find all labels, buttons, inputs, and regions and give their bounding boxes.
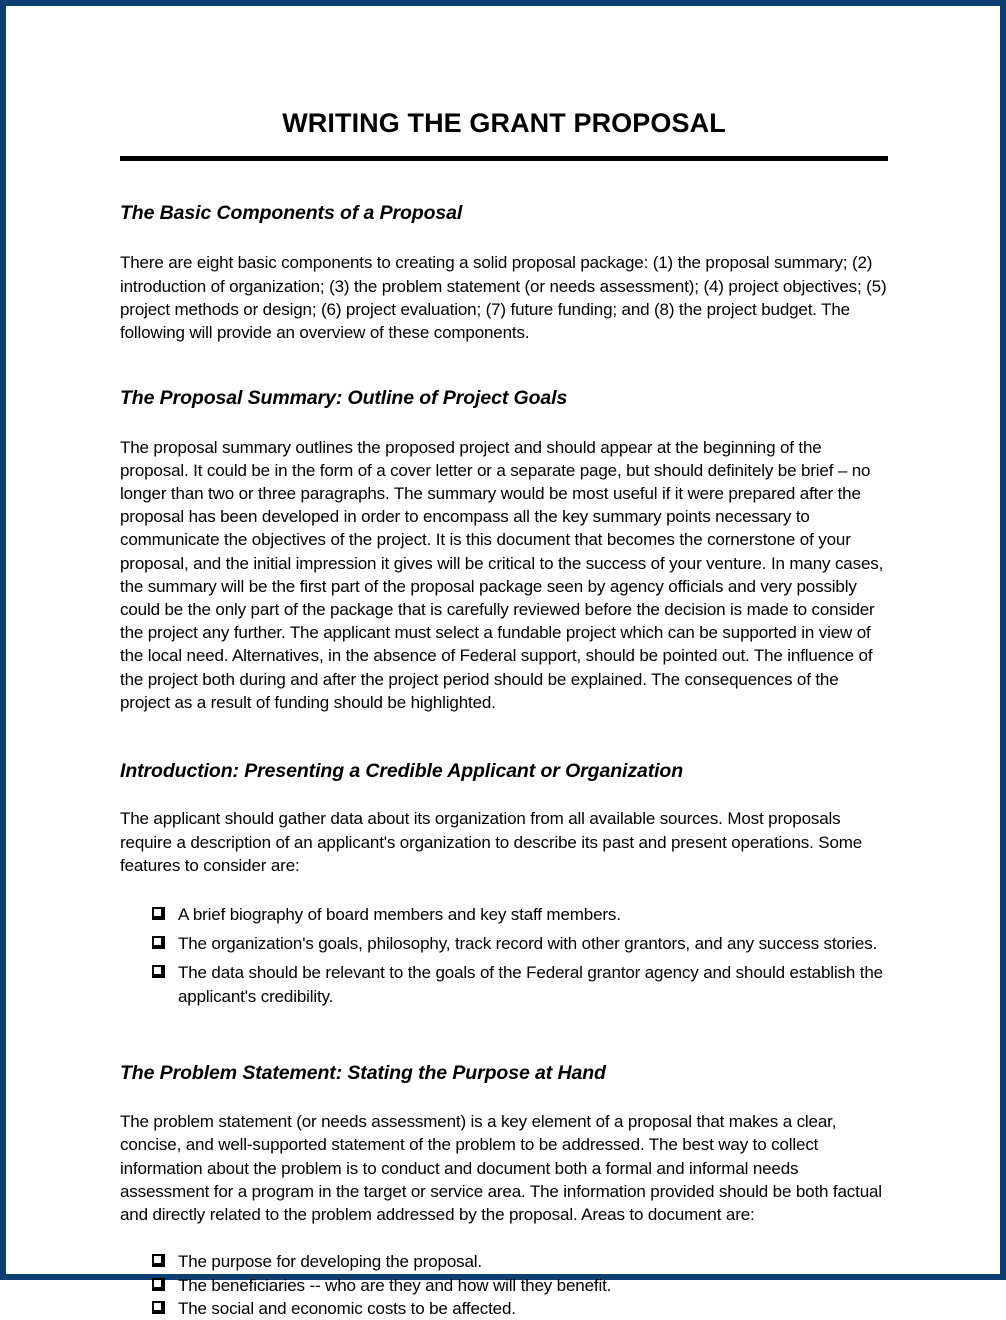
section-paragraph-proposal-summary: The proposal summary outlines the proposed project and should appear at the beginning of the proposal. It could be in the form of a cover letter or a separate page, but should definitely be brief – no longer than two or three paragraphs. The summary would be most useful if it were prepared after the proposal has been developed in order to encompass all the key summary points necessary to communicate the objectives of the project. It is this document that becomes the cornerstone of your proposal, and the initial impression it gives will be critical to the success of your venture. In many cases, the summary will be the first part of the proposal package seen by agency officials and very possibly could be the only part of the package that is carefully reviewed before the decision is made to consider the project any further. The applicant must select a fundable project which can be supported in view of the local need. Alternatives, in the absence of Federal support, should be pointed out. The influence of the project both during and after the project period should be explained. The consequences of the project as a result of funding should be highlighted. — [120, 437, 884, 712]
document-content — [120, 0, 888, 1320]
checkbox-icon — [152, 1278, 165, 1291]
list-item-label: The organization's goals, philosophy, track record with other grantors, and any success stories. — [178, 934, 878, 954]
list-item — [120, 1297, 888, 1320]
checkbox-icon — [152, 1301, 165, 1314]
introduction-checkbox-list — [120, 877, 888, 1008]
checkbox-icon — [152, 965, 165, 978]
checkbox-icon — [152, 907, 165, 920]
list-item — [120, 932, 888, 955]
section-paragraph-introduction: The applicant should gather data about its organization from all available sources. Most proposals require a description of an applicant's organization to describe its past and present operations. Some features to consider are: — [120, 809, 863, 875]
list-item — [120, 903, 888, 926]
list-item — [120, 1274, 888, 1297]
list-item-label: The purpose for developing the proposal. — [178, 1252, 482, 1272]
list-item-label: A brief biography of board members and key staff members. — [178, 905, 621, 925]
section-paragraph-problem-statement: The problem statement (or needs assessment) is a key element of a proposal that makes a clear, concise, and well-supported statement of the problem to be addressed. The best way to collect information about the problem is to conduct and document both a formal and informal needs assessment for a program in the target or service area. The information provided should be both factual and directly related to the problem addressed by the proposal. Areas to document are: — [120, 1112, 882, 1225]
section-heading-basic-components: The Basic Components of a Proposal — [120, 202, 463, 225]
section-heading-proposal-summary: The Proposal Summary: Outline of Project Goals — [120, 387, 568, 410]
section-heading-introduction: Introduction: Presenting a Credible Applicant or Organization — [120, 760, 684, 783]
list-item — [120, 1250, 888, 1273]
checkbox-icon — [152, 936, 165, 949]
list-item — [120, 961, 888, 1007]
section-paragraph-basic-components: There are eight basic components to creating a solid proposal package: (1) the proposal summary; (2) introduction of organization; (3) the problem statement (or needs assessment); (4) project objectives; (5) project methods or design; (6) project evaluation; (7) future funding; and (8) the project budget. The following will provide an overview of these components. — [120, 253, 887, 343]
list-item-label: The beneficiaries -- who are they and how will they benefit. — [178, 1275, 612, 1295]
page-title: WRITING THE GRANT PROPOSAL — [282, 108, 726, 138]
checkbox-icon — [152, 1254, 165, 1267]
section-heading-problem-statement: The Problem Statement: Stating the Purpose at Hand — [120, 1061, 606, 1084]
list-item-label: The data should be relevant to the goals of the Federal grantor agency and should establish the applicant's credibility. — [178, 963, 883, 1006]
problem-statement-checkbox-list — [120, 1226, 888, 1320]
list-item-label: The social and economic costs to be affected. — [178, 1298, 516, 1318]
